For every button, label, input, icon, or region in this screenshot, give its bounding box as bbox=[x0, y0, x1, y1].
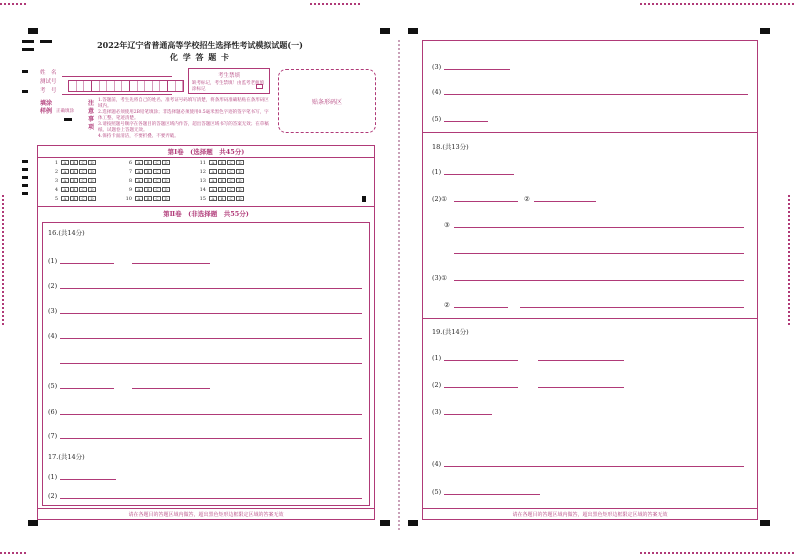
choice-row bbox=[122, 160, 171, 166]
answer-line[interactable] bbox=[444, 121, 488, 122]
choice-bubble[interactable]: D bbox=[162, 160, 170, 165]
answer-line[interactable] bbox=[538, 387, 624, 388]
note-item: 3.请按照题号顺序在各题目的答题区域内作答，超出答题区域书写的答案无效；在草稿纸、试题卷上答题无效。 bbox=[98, 122, 269, 133]
choice-row bbox=[48, 178, 97, 184]
answer-line[interactable] bbox=[538, 360, 624, 361]
choice-bubble[interactable]: A bbox=[135, 187, 143, 192]
timing-mark bbox=[22, 192, 28, 195]
choice-bubble[interactable]: B bbox=[144, 196, 152, 201]
answer-line[interactable] bbox=[520, 307, 744, 308]
timing-mark bbox=[22, 160, 28, 163]
choice-bubble[interactable]: D bbox=[162, 169, 170, 174]
question-number: 15 bbox=[199, 196, 206, 202]
choice-bubble[interactable]: C bbox=[153, 196, 161, 201]
forbidden-box bbox=[188, 68, 270, 94]
choice-row bbox=[196, 196, 245, 202]
correct-fill-sample bbox=[64, 118, 72, 121]
choice-row bbox=[122, 178, 171, 184]
choice-row bbox=[196, 187, 245, 193]
absent-mark-box[interactable] bbox=[256, 84, 263, 89]
student-info-labels bbox=[40, 69, 57, 96]
answer-line[interactable] bbox=[60, 338, 362, 339]
footer-divider bbox=[37, 508, 375, 509]
q16-part: (5) bbox=[48, 382, 58, 390]
timing-mark bbox=[22, 184, 28, 187]
choice-bubble[interactable]: B bbox=[144, 187, 152, 192]
footer-note-right: 请在各题目的答题区域内做答，超出黑色矩形边框限定区域的答案无效 bbox=[512, 512, 668, 518]
barcode-label: 贴条形码区 bbox=[311, 98, 342, 106]
choice-bubble[interactable]: C bbox=[79, 160, 87, 165]
choice-bubble[interactable]: B bbox=[144, 178, 152, 183]
top-center-dashes bbox=[310, 3, 360, 5]
choice-bubble[interactable]: C bbox=[153, 187, 161, 192]
timing-mark bbox=[408, 520, 418, 526]
choice-row bbox=[196, 169, 245, 175]
timing-mark bbox=[22, 168, 28, 171]
center-fold-dashes bbox=[398, 40, 400, 530]
question-divider bbox=[422, 318, 758, 319]
choice-bubble[interactable]: C bbox=[153, 178, 161, 183]
choice-bubble[interactable]: C bbox=[227, 160, 235, 165]
section2-title: 第Ⅱ卷 (非选择题 共55分) bbox=[163, 210, 249, 218]
choice-bubble[interactable]: B bbox=[144, 169, 152, 174]
choice-bubble[interactable]: C bbox=[227, 187, 235, 192]
choice-bubble[interactable]: B bbox=[218, 187, 226, 192]
notes-list bbox=[98, 98, 270, 140]
q17-heading: 17.(共14分) bbox=[48, 453, 85, 461]
choice-row bbox=[122, 187, 171, 193]
choice-bubble[interactable]: B bbox=[70, 160, 78, 165]
choice-bubble[interactable]: A bbox=[135, 169, 143, 174]
q19-part: (1) bbox=[432, 354, 442, 362]
answer-line[interactable] bbox=[454, 253, 744, 254]
question-divider bbox=[422, 132, 758, 133]
bottom-right-dashes bbox=[640, 552, 794, 554]
section-divider bbox=[37, 157, 375, 158]
choice-bubble[interactable]: A bbox=[135, 160, 143, 165]
choice-bubble[interactable]: B bbox=[70, 187, 78, 192]
answer-line[interactable] bbox=[60, 438, 362, 439]
timing-mark bbox=[40, 40, 52, 43]
q19-part: (5) bbox=[432, 488, 442, 496]
timing-mark bbox=[408, 28, 418, 34]
answer-line[interactable] bbox=[444, 466, 744, 467]
q17-part: (3) bbox=[432, 63, 442, 71]
top-left-dashes bbox=[0, 3, 26, 5]
choice-bubble[interactable]: B bbox=[218, 169, 226, 174]
question-number: 6 bbox=[128, 160, 132, 166]
choice-bubble[interactable]: D bbox=[162, 196, 170, 201]
forbidden-note: 缺考标记，考生禁填！由监考老师填涂标记 bbox=[192, 81, 264, 92]
choice-bubble[interactable]: A bbox=[209, 160, 217, 165]
q16-part: (4) bbox=[48, 332, 58, 340]
timing-mark bbox=[22, 48, 34, 51]
footer-note-left: 请在各题目的答题区域内做答，超出黑色矩形边框限定区域的答案无效 bbox=[128, 512, 284, 518]
barcode-area bbox=[278, 69, 376, 133]
note-item: 4.保持卡面清洁，不要折叠、不要弄破。 bbox=[98, 134, 179, 139]
q18-part: ③ bbox=[444, 221, 450, 229]
choice-row bbox=[48, 169, 97, 175]
timing-mark bbox=[28, 520, 38, 526]
question-number: 12 bbox=[199, 169, 206, 175]
answer-line[interactable] bbox=[444, 174, 514, 175]
answer-line[interactable] bbox=[534, 201, 596, 202]
timing-mark bbox=[22, 176, 28, 179]
choice-bubble[interactable]: D bbox=[236, 160, 244, 165]
choice-bubble[interactable]: D bbox=[236, 187, 244, 192]
answer-line[interactable] bbox=[444, 414, 492, 415]
choice-bubble[interactable]: B bbox=[70, 196, 78, 201]
q18-part: ② bbox=[524, 195, 530, 203]
choice-bubble[interactable]: B bbox=[70, 178, 78, 183]
question-number: 14 bbox=[199, 187, 206, 193]
answer-line[interactable] bbox=[132, 388, 210, 389]
question-number: 3 bbox=[54, 178, 58, 184]
answer-line[interactable] bbox=[60, 414, 362, 415]
answer-line[interactable] bbox=[60, 498, 362, 499]
question-number: 4 bbox=[54, 187, 58, 193]
timing-mark bbox=[28, 28, 38, 34]
choice-bubble[interactable]: B bbox=[144, 160, 152, 165]
choice-bubble[interactable]: C bbox=[227, 178, 235, 183]
choice-bubble[interactable]: A bbox=[61, 178, 69, 183]
timing-mark bbox=[22, 40, 34, 43]
choice-bubble[interactable]: A bbox=[61, 169, 69, 174]
choice-bubble[interactable]: D bbox=[88, 196, 96, 201]
question-number: 8 bbox=[128, 178, 132, 184]
timing-mark bbox=[22, 90, 28, 93]
choice-bubble[interactable]: B bbox=[218, 196, 226, 201]
choice-bubble[interactable]: A bbox=[61, 160, 69, 165]
notes-label: 注意事项 bbox=[87, 100, 94, 131]
question-number: 11 bbox=[199, 160, 206, 166]
choice-bubble[interactable]: D bbox=[236, 178, 244, 183]
exam-room-label: 考 号 bbox=[40, 88, 57, 94]
question-number: 13 bbox=[199, 178, 206, 184]
choice-bubble[interactable]: D bbox=[88, 169, 96, 174]
q17-part: (5) bbox=[432, 115, 442, 123]
top-right-dashes bbox=[640, 3, 794, 5]
footer-divider bbox=[422, 508, 758, 509]
name-label: 姓 名 bbox=[40, 70, 57, 76]
choice-row bbox=[48, 187, 97, 193]
choice-bubble[interactable]: A bbox=[209, 169, 217, 174]
choice-bubble[interactable]: C bbox=[79, 178, 87, 183]
q17-part: (4) bbox=[432, 88, 442, 96]
section-divider bbox=[37, 206, 375, 207]
correct-fill-label: 正确填涂 bbox=[56, 109, 74, 114]
question-number: 5 bbox=[54, 196, 58, 202]
q19-heading: 19.(共14分) bbox=[432, 328, 469, 336]
timing-mark bbox=[380, 28, 390, 34]
bottom-left-dashes bbox=[0, 552, 26, 554]
q16-part: (2) bbox=[48, 282, 58, 290]
answer-card-subtitle: 化 学 答 题 卡 bbox=[169, 52, 231, 62]
choice-bubble[interactable]: A bbox=[209, 187, 217, 192]
question-number: 1 bbox=[54, 160, 58, 166]
choice-bubble[interactable]: C bbox=[227, 196, 235, 201]
note-item: 1.答题前，考生先将自己的姓名、准考证号码填写清楚，将条形码准确粘贴在条形码区域内。 bbox=[98, 98, 269, 109]
choice-bubble[interactable]: D bbox=[88, 160, 96, 165]
choice-bubble[interactable]: D bbox=[88, 178, 96, 183]
question-number: 7 bbox=[128, 169, 132, 175]
q16-part: (6) bbox=[48, 408, 58, 416]
answer-line[interactable] bbox=[444, 387, 518, 388]
timing-mark bbox=[380, 520, 390, 526]
q18-heading: 18.(共13分) bbox=[432, 143, 469, 151]
answer-line[interactable] bbox=[444, 69, 510, 70]
answer-line[interactable] bbox=[454, 280, 744, 281]
choice-bubble[interactable]: D bbox=[236, 196, 244, 201]
question-number: 9 bbox=[128, 187, 132, 193]
choice-bubble[interactable]: D bbox=[236, 169, 244, 174]
answer-line[interactable] bbox=[60, 388, 114, 389]
left-dashes bbox=[2, 195, 4, 325]
answer-line[interactable] bbox=[454, 227, 744, 228]
question-number: 10 bbox=[125, 196, 132, 202]
answer-line[interactable] bbox=[60, 479, 116, 480]
q18-part: (2)① bbox=[432, 195, 448, 203]
question-number: 2 bbox=[54, 169, 58, 175]
choice-bubble[interactable]: A bbox=[61, 196, 69, 201]
q16-heading: 16.(共14分) bbox=[48, 229, 85, 237]
answer-line[interactable] bbox=[454, 307, 508, 308]
page-title: 2022年辽宁省普通高等学校招生选择性考试模拟试题(一) bbox=[97, 40, 303, 50]
q17-part: (2) bbox=[48, 492, 58, 500]
q19-part: (4) bbox=[432, 460, 442, 468]
answer-line[interactable] bbox=[60, 263, 114, 264]
choice-bubble[interactable]: D bbox=[162, 178, 170, 183]
choice-bubble[interactable]: D bbox=[88, 187, 96, 192]
choice-bubble[interactable]: A bbox=[135, 196, 143, 201]
choice-bubble[interactable]: D bbox=[162, 187, 170, 192]
choice-bubble[interactable]: A bbox=[209, 196, 217, 201]
choice-row bbox=[122, 169, 171, 175]
q16-part: (3) bbox=[48, 307, 58, 315]
choice-bubble[interactable]: A bbox=[209, 178, 217, 183]
q18-part: (1) bbox=[432, 168, 442, 176]
exam-number-label: 测试号 bbox=[40, 79, 57, 85]
name-field[interactable] bbox=[62, 76, 172, 77]
forbidden-label: 考生禁填 bbox=[217, 73, 240, 79]
q16-17-frame bbox=[42, 222, 370, 506]
choice-row bbox=[48, 160, 97, 166]
choice-bubble[interactable]: A bbox=[61, 187, 69, 192]
answer-line[interactable] bbox=[444, 494, 540, 495]
timing-mark bbox=[22, 70, 28, 73]
choice-bubble[interactable]: B bbox=[218, 178, 226, 183]
exam-room-field[interactable] bbox=[62, 94, 172, 95]
q16-part: (7) bbox=[48, 432, 58, 440]
choice-row bbox=[48, 196, 97, 202]
q19-part: (2) bbox=[432, 381, 442, 389]
choice-row bbox=[196, 160, 245, 166]
section1-title: 第Ⅰ卷 (选择题 共45分) bbox=[167, 148, 245, 156]
answer-line[interactable] bbox=[60, 313, 362, 314]
q18-part: ② bbox=[444, 301, 450, 309]
answer-line[interactable] bbox=[132, 263, 210, 264]
answer-line[interactable] bbox=[454, 201, 518, 202]
right-dashes bbox=[788, 195, 790, 325]
choice-bubble[interactable]: C bbox=[79, 196, 87, 201]
choice-bubble[interactable]: C bbox=[153, 169, 161, 174]
choice-bubble[interactable]: B bbox=[70, 169, 78, 174]
choice-row bbox=[196, 178, 245, 184]
answer-line[interactable] bbox=[444, 360, 518, 361]
note-item: 2.选择题必须使用2B铅笔填涂；非选择题必须使用0.5毫米黑色字迹的签字笔书写，字体工整、笔迹清楚。 bbox=[98, 110, 269, 121]
choice-bubble[interactable]: C bbox=[227, 169, 235, 174]
answer-line[interactable] bbox=[60, 288, 362, 289]
answer-line[interactable] bbox=[444, 94, 748, 95]
answer-line[interactable] bbox=[60, 363, 362, 364]
timing-mark bbox=[760, 520, 770, 526]
choice-bubble[interactable]: C bbox=[153, 160, 161, 165]
choice-bubble[interactable]: A bbox=[135, 178, 143, 183]
q16-part: (1) bbox=[48, 257, 58, 265]
choice-bubble[interactable]: B bbox=[218, 160, 226, 165]
exam-number-boxes[interactable] bbox=[68, 80, 184, 92]
choice-row bbox=[122, 196, 171, 202]
q19-part: (3) bbox=[432, 408, 442, 416]
choice-bubble[interactable]: C bbox=[79, 187, 87, 192]
q18-part: (3)① bbox=[432, 274, 448, 282]
fill-example-label: 填涂样例 bbox=[40, 100, 53, 115]
timing-mark bbox=[760, 28, 770, 34]
q17-part: (1) bbox=[48, 473, 58, 481]
choice-bubble[interactable]: C bbox=[79, 169, 87, 174]
